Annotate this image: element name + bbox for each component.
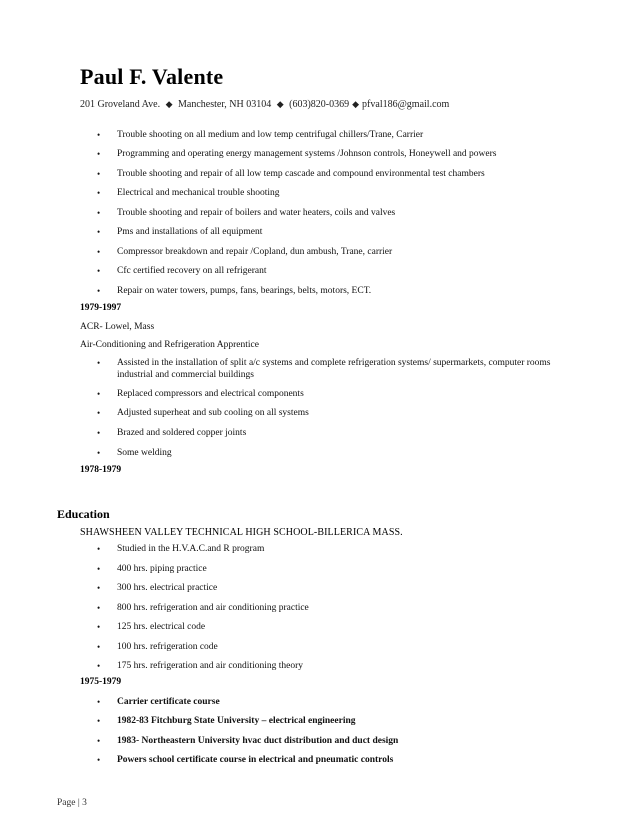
bullet-icon: • xyxy=(97,208,101,218)
bullet-icon: • xyxy=(97,428,101,438)
bullet-icon: • xyxy=(97,169,101,179)
bullet-icon: • xyxy=(97,661,101,671)
bullet-icon: • xyxy=(97,755,101,765)
bullet-icon: • xyxy=(97,247,101,257)
job-years: 1979-1997 xyxy=(80,303,122,313)
bullet-icon: • xyxy=(97,716,101,726)
job-company: ACR- Lowel, Mass xyxy=(80,322,155,332)
bullet-icon: • xyxy=(97,603,101,613)
bullet-icon: • xyxy=(97,389,101,399)
bullet-icon: • xyxy=(97,697,101,707)
contact-line xyxy=(80,99,449,110)
page-number: 3 xyxy=(82,798,87,808)
diamond-separator-icon: ◆ xyxy=(276,99,284,109)
bullet-icon: • xyxy=(97,227,101,237)
address: 201 Groveland Ave. xyxy=(80,99,161,110)
bullet-icon: • xyxy=(97,544,101,554)
job-years: 1978-1979 xyxy=(80,465,122,475)
bullet-icon: • xyxy=(97,622,101,632)
phone: (603)820-0369 xyxy=(289,99,350,110)
education-years: 1975-1979 xyxy=(80,677,122,687)
bullet-icon: • xyxy=(97,149,101,159)
diamond-separator-icon: ◆ xyxy=(165,99,173,109)
bullet-icon: • xyxy=(97,130,101,140)
city: Manchester, NH 03104 xyxy=(178,99,272,110)
section-heading-education: Education xyxy=(57,507,110,521)
bullet-icon: • xyxy=(97,408,101,418)
school-name: SHAWSHEEN VALLEY TECHNICAL HIGH SCHOOL-BILLERICA MASS. xyxy=(80,527,403,538)
page-label: Page xyxy=(57,798,76,808)
bullet-icon: • xyxy=(97,188,101,198)
page-footer: Page | 3 xyxy=(57,798,87,808)
diamond-separator-icon: ◆ xyxy=(352,99,360,109)
bullet-icon: • xyxy=(97,358,101,368)
bullet-icon: • xyxy=(97,448,101,458)
job-title: Air-Conditioning and Refrigeration Apprentice xyxy=(80,340,259,350)
bullet-icon: • xyxy=(97,266,101,276)
resume-name: Paul F. Valente xyxy=(80,64,224,89)
email[interactable]: pfval186@gmail.com xyxy=(362,99,450,110)
bullet-icon: • xyxy=(97,642,101,652)
bullet-icon: • xyxy=(97,564,101,574)
bullet-icon: • xyxy=(97,583,101,593)
bullet-icon: • xyxy=(97,286,101,296)
bullet-icon: • xyxy=(97,736,101,746)
